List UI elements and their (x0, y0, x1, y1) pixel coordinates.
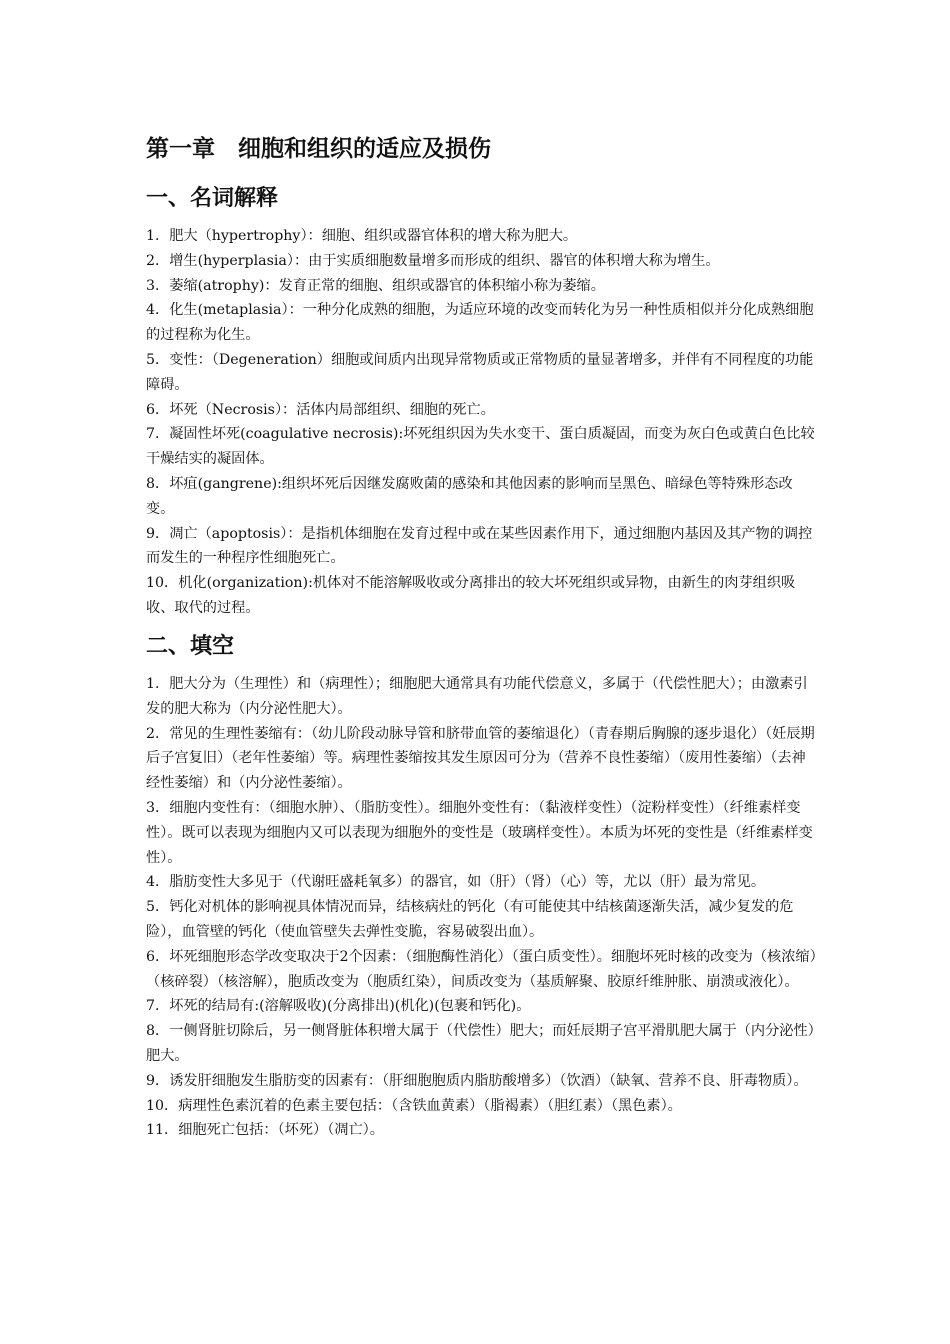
definition-item: 6．坏死（Necrosis）：活体内局部组织、细胞的死亡。 (146, 401, 495, 418)
fill-in-item: 6．坏死细胞形态学改变取决于2个因素：（细胞酶性消化）（蛋白质变性）。细胞坏死时核的改变为（核浓缩）（核碎裂）（核溶解），胞质改变为（胞质红染），间质改变为（基质解聚、胶原纤维肿胀、崩溃或液化）。 (146, 948, 817, 990)
section-heading-fill-in-blanks: 二、填空 (146, 634, 235, 659)
definitions-list (146, 224, 818, 621)
fill-in-item: 10．病理性色素沉着的色素主要包括：（含铁血黄素）（脂褐素）（胆红素）（黑色素）。 (146, 1097, 682, 1114)
fill-in-item: 5．钙化对机体的影响视具体情况而异，结核病灶的钙化（有可能使其中结核菌逐渐失活，减少复发的危险），血管壁的钙化（使血管壁失去弹性变脆，容易破裂出血）。 (146, 899, 794, 940)
definition-item: 1．肥大（hypertrophy）：细胞、组织或器官体积的增大称为肥大。 (146, 228, 578, 244)
fill-in-item: 4．脂肪变性大多见于（代谢旺盛耗氧多）的器官，如（肝）（肾）（心）等，尤以（肝）最为常见。 (146, 874, 766, 891)
section-heading-definitions: 一、名词解释 (146, 186, 279, 211)
definition-item: 10．机化(organization):机体对不能溶解吸收或分离排出的较大坏死组织或异物，由新生的肉芽组织吸收、取代的过程。 (146, 575, 796, 616)
fill-in-item: 11．细胞死亡包括：（坏死）（凋亡）。 (146, 1122, 384, 1139)
definition-item: 7．凝固性坏死(coagulative necrosis):坏死组织因为失水变干、蛋白质凝固，而变为灰白色或黄白色比较干燥结实的凝固体。 (146, 426, 815, 468)
fill-in-item: 8．一侧肾脏切除后，另一侧肾脏体积增大属于（代偿性）肥大；而妊辰期子宫平滑肌肥大属于（内分泌性）肥大。 (146, 1023, 815, 1064)
fill-in-list (146, 672, 818, 1143)
definition-item: 5．变性：（Degeneration）细胞或间质内出现异常物质或正常物质的量显著增多，并伴有不同程度的功能障碍。 (146, 351, 814, 393)
chapter-title: 第一章 细胞和组织的适应及损伤 (146, 136, 491, 162)
fill-in-item: 3．细胞内变性有：（细胞水肿）、（脂肪变性）。细胞外变性有：（黏液样变性）（淀粉样变性）（纤维素样变性）。既可以表现为细胞内又可以表现为细胞外的变性是（玻璃样变性）。本质为坏死的变性是（纤维素样变性）。 (146, 799, 813, 866)
definition-item: 8．坏疽(gangrene):组织坏死后因继发腐败菌的感染和其他因素的影响而呈黑色、暗绿色等特殊形态改变。 (146, 475, 793, 517)
definition-item: 4．化生(metaplasia）：一种分化成熟的细胞，为适应环境的改变而转化为另一种性质相似并分化成熟细胞的过程称为化生。 (146, 302, 814, 344)
fill-in-item: 9．诱发肝细胞发生脂肪变的因素有：（肝细胞胞质内脂肪酸增多）（饮酒）（缺氧、营养不良、肝毒物质）。 (146, 1072, 808, 1089)
fill-in-item: 2．常见的生理性萎缩有：（幼儿阶段动脉导管和脐带血管的萎缩退化）（青春期后胸腺的逐步退化）（妊辰期后子宫复旧）（老年性萎缩）等。病理性萎缩按其发生原因可分为（营养不良性萎缩）（废用性萎缩）（去神经性萎缩）和（内分泌性萎缩）。 (146, 725, 815, 792)
fill-in-item: 1．肥大分为（生理性）和（病理性）；细胞肥大通常具有功能代偿意义，多属于（代偿性肥大）；由激素引发的肥大称为（内分泌性肥大）。 (146, 676, 808, 717)
definition-item: 3．萎缩(atrophy)：发育正常的细胞、组织或器官的体积缩小称为萎缩。 (146, 277, 605, 294)
definition-item: 9．凋亡（apoptosis）：是指机体细胞在发育过程中或在某些因素作用下，通过细胞内基因及其产物的调控而发生的一种程序性细胞死亡。 (146, 525, 813, 567)
definition-item: 2．增生(hyperplasia）：由于实质细胞数量增多而形成的组织、器官的体积增大称为增生。 (146, 252, 720, 269)
fill-in-item: 7．坏死的结局有:(溶解吸收)(分离排出)(机化)(包裹和钙化)。 (146, 998, 531, 1015)
